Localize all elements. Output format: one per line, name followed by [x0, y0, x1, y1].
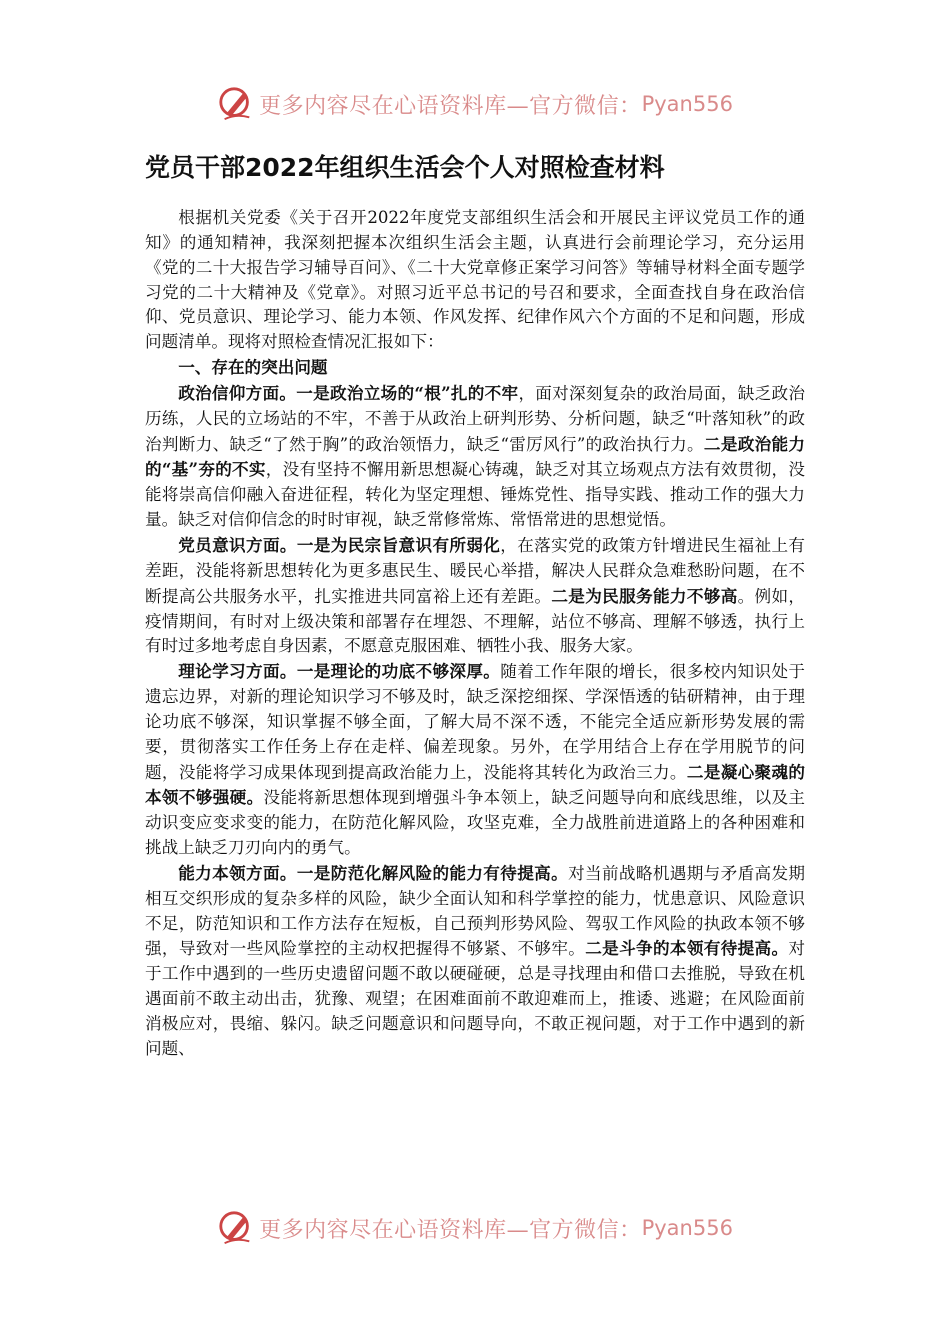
intro-paragraph: 根据机关党委《关于召开2022年度党支部组织生活会和开展民主评议党员工作的通知》的通知精神，我深刻把握本次组织生活会主题，认真进行会前理论学习，充分运用《党的二十大报告学习辅导百问》、《二十大党章修正案学习问答》等辅导材料全面专题学习党的二十大精神及《党章》。对照习近平总书记的号召和要求，全面查找自身在政治信仰、党员意识、理论学习、能力本领、作风发挥、纪律作风六个方面的不足和问题，形成问题清单。现将对照检查情况汇报如下： — [145, 208, 805, 352]
pen-logo-icon — [217, 1209, 255, 1247]
paragraph-ability: 能力本领方面。一是防范化解风险的能力有待提高。对当前战略机遇期与矛盾高发期相互交织形成的复杂多样的风险，缺少全面认知和科学掌控的能力，忧患意识、风险意识不足，防范知识和工作方法存在短板，自己预判形势风险、驾驭工作风险的执政本领不够强，导致对一些风险掌控的主动权把握得不够紧、不够牢。二是斗争的本领有待提高。对于工作中遇到的一些历史遗留问题不敢以硬碰硬，总是寻找理由和借口去推脱，导致在机遇面前不敢主动出击，犹豫、观望；在困难面前不敢迎难而上，推诿、逃避；在风险面前消极应对，畏缩、躲闪。缺乏问题意识和问题导向，不敢正视问题，对于工作中遇到的新问题、 — [145, 862, 806, 1058]
paragraph-theory-study: 理论学习方面。一是理论的功底不够深厚。随着工作年限的增长，很多校内知识处于遗忘边界，对新的理论知识学习不够及时，缺乏深挖细探、学深悟透的钻研精神，由于理论功底不够深，知识掌握不够全面，了解大局不深不透，不能完全适应新形势发展的需要，贯彻落实工作任务上存在走样、偏差现象。另外，在学用结合上存在学用脱节的问题，没能将学习成果体现到提高政治能力上，没能将其转化为政治三力。二是凝心聚魂的本领不够强硬。没能将新思想体现到增强斗争本领上，缺乏问题导向和底线思维，以及主动识变应变求变的能力，在防范化解风险，攻坚克难，全力战胜前进道路上的各种困难和挑战上缺乏刀刃向内的勇气。 — [145, 661, 806, 858]
footer-banner — [0, 1208, 950, 1248]
banner-text: 更多内容尽在心语资料库—官方微信： — [259, 1217, 642, 1243]
banner-text: 更多内容尽在心语资料库—官方微信： — [259, 93, 642, 119]
paragraph-party-awareness: 党员意识方面。一是为民宗旨意识有所弱化，在落实党的政策方针增进民生福祉上有差距，没能将新思想转化为更多惠民生、暖民心举措，解决人民群众急难愁盼问题，在不断提高公共服务水平，扎实推进共同富裕上还有差距。二是为民服务能力不够高。例如，疫情期间，有时对上级决策和部署存在埋怨、不理解，站位不够高、理解不够透，执行上有时过多地考虑自身因素，不愿意克服困难、牺牲小我、服务大家。 — [145, 534, 806, 656]
banner-wechat-id: Pyan556 — [641, 92, 733, 116]
banner-wechat-id: Pyan556 — [641, 1216, 733, 1240]
document-title: 党员干部2022年组织生活会个人对照检查材料 — [145, 153, 665, 182]
header-banner — [0, 84, 950, 124]
document-body — [145, 206, 805, 1062]
section-heading: 一、存在的突出问题 — [178, 357, 328, 378]
paragraph-political-belief: 政治信仰方面。一是政治立场的“根”扎的不牢，面对深刻复杂的政治局面，缺乏政治历练，人民的立场站的不牢，不善于从政治上研判形势、分析问题，缺乏“叶落知秋”的政治判断力、缺乏“了然于胸”的政治领悟力，缺乏“雷厉风行”的政治执行力。二是政治能力的“基”夯的不实，没有坚持不懈用新思想凝心铸魂，缺乏对其立场观点方法有效贯彻，没能将崇高信仰融入奋进征程，转化为坚定理想、锤炼党性、指导实践、推动工作的强大力量。缺乏对信仰信念的时时审视，缺乏常修常炼、常悟常进的思想觉悟。 — [145, 382, 806, 530]
pen-logo-icon — [217, 85, 255, 123]
